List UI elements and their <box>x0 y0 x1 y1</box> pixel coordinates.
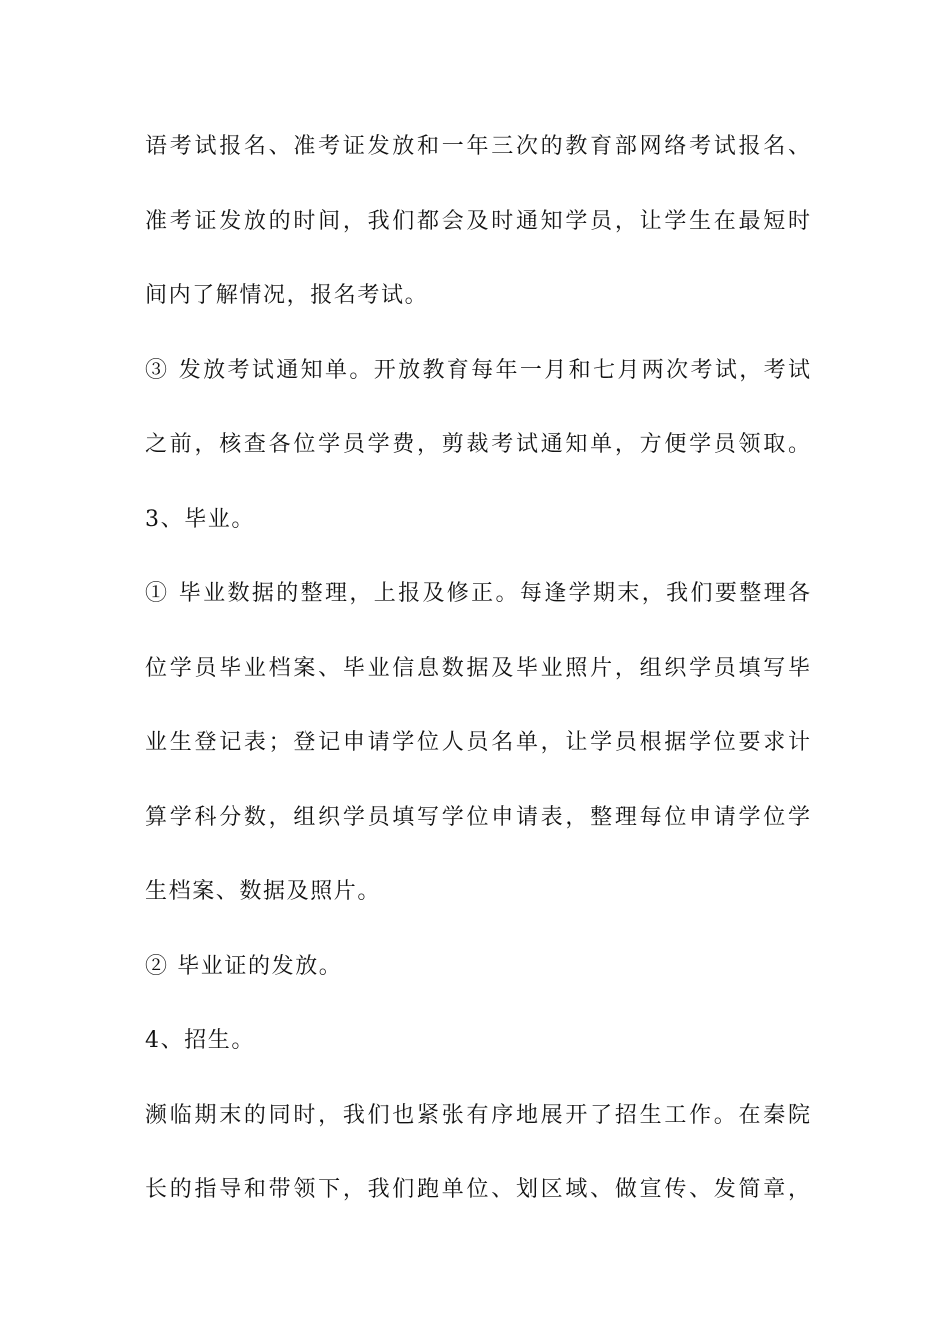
section-heading-graduation: 3、毕业。 <box>145 506 255 532</box>
text-line-8: 位学员毕业档案、毕业信息数据及毕业照片，组织学员填写毕 <box>145 655 810 681</box>
section-heading-enrollment: 4、招生。 <box>145 1028 255 1053</box>
document-body <box>145 130 810 1248</box>
text-line-5: 之前，核查各位学员学费，剪裁考试通知单，方便学员领取。 <box>145 432 810 457</box>
text-line-2: 准考证发放的时间，我们都会及时通知学员，让学生在最短时 <box>145 208 810 234</box>
text-line-12: ② 毕业证的发放。 <box>145 953 343 979</box>
text-line-10: 算学科分数，组织学员填写学位申请表，整理每位申请学位学 <box>145 804 810 830</box>
text-line-15: 长的指导和带领下，我们跑单位、划区域、做宣传、发简章， <box>145 1177 810 1202</box>
text-line-9: 业生登记表；登记申请学位人员名单，让学员根据学位要求计 <box>145 730 810 755</box>
text-line-4: ③ 发放考试通知单。开放教育每年一月和七月两次考试，考试 <box>145 357 810 383</box>
text-line-14: 濒临期末的同时，我们也紧张有序地展开了招生工作。在秦院 <box>145 1102 810 1128</box>
text-line-11: 生档案、数据及照片。 <box>145 879 382 904</box>
text-line-1: 语考试报名、准考证发放和一年三次的教育部网络考试报名、 <box>145 134 810 159</box>
text-line-3: 间内了解情况，报名考试。 <box>145 283 429 308</box>
text-line-7: ① 毕业数据的整理，上报及修正。每逢学期末，我们要整理各 <box>145 581 810 606</box>
